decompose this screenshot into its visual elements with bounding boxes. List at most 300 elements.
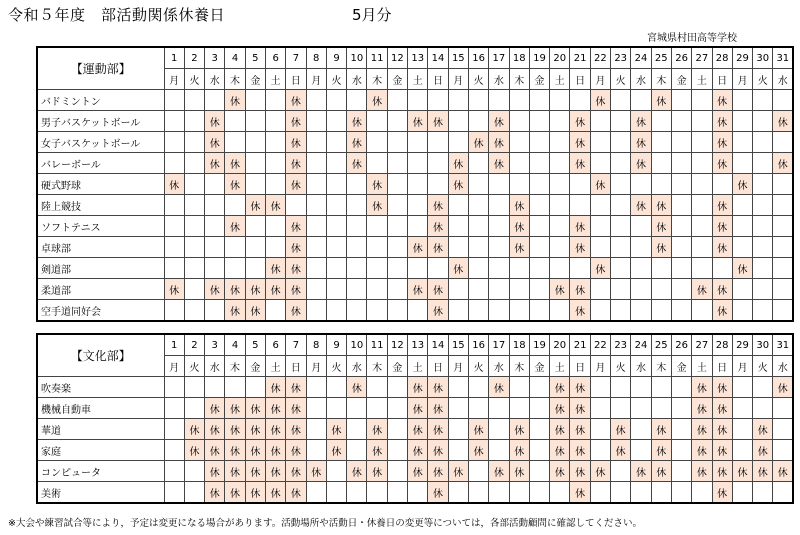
schedule-cell [590, 153, 610, 174]
club-row [37, 258, 793, 279]
schedule-cell [671, 398, 691, 419]
schedule-cell [306, 440, 326, 461]
rest-day-cell: 休 [408, 279, 428, 300]
day-number: 14 [428, 47, 448, 69]
schedule-cell [671, 111, 691, 132]
schedule-cell [671, 216, 691, 237]
schedule-cell [468, 174, 488, 195]
schedule-cell [326, 279, 346, 300]
schedule-cell [611, 216, 631, 237]
schedule-cell [387, 90, 407, 111]
schedule-cell [489, 216, 509, 237]
schedule-cell [448, 440, 468, 461]
schedule-cell [205, 90, 225, 111]
schedule-cell [631, 216, 651, 237]
schedule-cell [570, 195, 590, 216]
rest-day-cell: 休 [570, 132, 590, 153]
rest-day-cell: 休 [205, 398, 225, 419]
rest-day-cell: 休 [184, 440, 204, 461]
rest-day-cell: 休 [265, 461, 285, 482]
schedule-cell [773, 90, 793, 111]
rest-day-cell: 休 [509, 216, 529, 237]
weekday: 金 [529, 69, 549, 90]
rest-day-cell: 休 [428, 461, 448, 482]
rest-day-cell: 休 [205, 153, 225, 174]
schedule-cell [631, 377, 651, 398]
schedule-cell [408, 195, 428, 216]
day-number: 1 [164, 47, 184, 69]
day-number: 1 [164, 334, 184, 356]
schedule-cell [732, 90, 752, 111]
schedule-cell [164, 195, 184, 216]
day-number: 30 [753, 47, 773, 69]
schedule-cell [347, 300, 367, 322]
rest-day-cell: 休 [570, 279, 590, 300]
rest-day-cell: 休 [225, 174, 245, 195]
schedule-cell [428, 174, 448, 195]
schedule-cell [367, 216, 387, 237]
rest-day-cell: 休 [651, 461, 671, 482]
schedule-cell [205, 216, 225, 237]
rest-day-cell: 休 [550, 419, 570, 440]
schedule-cell [692, 174, 712, 195]
schedule-cell [468, 279, 488, 300]
day-number: 2 [184, 47, 204, 69]
rest-day-cell: 休 [286, 398, 306, 419]
schedule-cell [753, 398, 773, 419]
schedule-cell [753, 300, 773, 322]
schedule-cell [732, 111, 752, 132]
club-row [37, 216, 793, 237]
weekday: 土 [692, 69, 712, 90]
schedule-cell [529, 377, 549, 398]
schedule-cell [732, 237, 752, 258]
weekday: 土 [692, 356, 712, 377]
schedule-cell [590, 237, 610, 258]
rest-day-cell: 休 [225, 300, 245, 322]
schedule-cell [631, 258, 651, 279]
schedule-cell [732, 153, 752, 174]
schedule-cell [590, 216, 610, 237]
weekday: 日 [286, 69, 306, 90]
weekday: 金 [245, 356, 265, 377]
schedule-cell [468, 90, 488, 111]
weekday: 月 [590, 356, 610, 377]
rest-day-cell: 休 [408, 461, 428, 482]
schedule-cell [468, 153, 488, 174]
club-row [37, 377, 793, 398]
schedule-cell [651, 482, 671, 504]
rest-day-cell: 休 [590, 461, 610, 482]
day-number: 24 [631, 47, 651, 69]
schedule-cell [184, 258, 204, 279]
schedule-cell [286, 195, 306, 216]
rest-day-cell: 休 [712, 153, 732, 174]
day-number: 14 [428, 334, 448, 356]
day-number: 16 [468, 334, 488, 356]
rest-day-cell: 休 [732, 258, 752, 279]
schedule-cell [631, 174, 651, 195]
rest-day-cell: 休 [509, 237, 529, 258]
schedule-cell [773, 237, 793, 258]
schedule-cell [306, 237, 326, 258]
rest-day-cell: 休 [286, 132, 306, 153]
rest-day-cell: 休 [712, 398, 732, 419]
schedule-cell [428, 90, 448, 111]
schedule-cell [347, 90, 367, 111]
club-name: 柔道部 [37, 279, 164, 300]
schedule-cell [326, 398, 346, 419]
schedule-cell [611, 398, 631, 419]
day-number: 4 [225, 334, 245, 356]
schedule-cell [570, 258, 590, 279]
schedule-cell [448, 377, 468, 398]
rest-day-cell: 休 [367, 419, 387, 440]
schedule-cell [408, 153, 428, 174]
schedule-cell [671, 90, 691, 111]
schedule-cell [631, 440, 651, 461]
club-name: 卓球部 [37, 237, 164, 258]
schedule-cell [326, 132, 346, 153]
schedule-cell [489, 237, 509, 258]
weekday: 火 [468, 356, 488, 377]
rest-day-cell: 休 [428, 300, 448, 322]
culture-club-schedule-table [36, 333, 794, 504]
schedule-cell [326, 195, 346, 216]
schedule-cell [245, 111, 265, 132]
rest-day-cell: 休 [245, 461, 265, 482]
rest-day-cell: 休 [753, 440, 773, 461]
rest-day-cell: 休 [326, 419, 346, 440]
rest-day-cell: 休 [306, 461, 326, 482]
schedule-cell [387, 482, 407, 504]
day-number: 26 [671, 47, 691, 69]
rest-day-cell: 休 [712, 195, 732, 216]
schedule-cell [550, 216, 570, 237]
schedule-cell [651, 377, 671, 398]
weekday: 木 [225, 356, 245, 377]
rest-day-cell: 休 [408, 237, 428, 258]
schedule-cell [509, 300, 529, 322]
schedule-cell [448, 419, 468, 440]
day-number: 27 [692, 47, 712, 69]
rest-day-cell: 休 [265, 258, 285, 279]
schedule-cell [448, 398, 468, 419]
schedule-cell [468, 398, 488, 419]
rest-day-cell: 休 [265, 279, 285, 300]
schedule-cell [205, 258, 225, 279]
rest-day-cell: 休 [732, 461, 752, 482]
day-number: 9 [326, 334, 346, 356]
schedule-cell [753, 377, 773, 398]
schedule-cell [387, 440, 407, 461]
schedule-cell [184, 461, 204, 482]
schedule-cell [265, 132, 285, 153]
rest-day-cell: 休 [448, 461, 468, 482]
schedule-cell [692, 237, 712, 258]
schedule-cell [773, 482, 793, 504]
schedule-cell [265, 237, 285, 258]
schedule-cell [225, 132, 245, 153]
schedule-cell [671, 153, 691, 174]
schedule-cell [326, 111, 346, 132]
schedule-cell [529, 153, 549, 174]
schedule-cell [611, 461, 631, 482]
rest-day-cell: 休 [570, 419, 590, 440]
rest-day-cell: 休 [286, 258, 306, 279]
schedule-cell [651, 279, 671, 300]
rest-day-cell: 休 [428, 279, 448, 300]
schedule-cell [671, 132, 691, 153]
schedule-cell [265, 90, 285, 111]
rest-day-cell: 休 [265, 398, 285, 419]
weekday: 水 [631, 356, 651, 377]
schedule-cell [245, 153, 265, 174]
rest-day-cell: 休 [347, 111, 367, 132]
schedule-cell [225, 377, 245, 398]
school-name: 宮城県村田高等学校 [647, 33, 737, 44]
rest-day-cell: 休 [225, 440, 245, 461]
day-number: 2 [184, 334, 204, 356]
schedule-cell [326, 237, 346, 258]
schedule-cell [184, 237, 204, 258]
schedule-cell [529, 279, 549, 300]
rest-day-cell: 休 [286, 90, 306, 111]
rest-day-cell: 休 [712, 90, 732, 111]
rest-day-cell: 休 [347, 132, 367, 153]
schedule-cell [367, 111, 387, 132]
schedule-cell [611, 279, 631, 300]
club-row [37, 461, 793, 482]
weekday: 木 [651, 356, 671, 377]
day-number: 20 [550, 334, 570, 356]
schedule-cell [428, 132, 448, 153]
schedule-cell [265, 153, 285, 174]
schedule-cell [164, 482, 184, 504]
rest-day-cell: 休 [712, 419, 732, 440]
schedule-cell [753, 237, 773, 258]
rest-day-cell: 休 [245, 398, 265, 419]
schedule-cell [692, 482, 712, 504]
schedule-cell [509, 111, 529, 132]
rest-day-cell: 休 [692, 398, 712, 419]
schedule-cell [245, 258, 265, 279]
rest-day-cell: 休 [631, 195, 651, 216]
schedule-cell [590, 279, 610, 300]
rest-day-cell: 休 [347, 153, 367, 174]
schedule-cell [590, 377, 610, 398]
rest-day-cell: 休 [590, 90, 610, 111]
schedule-cell [306, 419, 326, 440]
schedule-cell [529, 398, 549, 419]
club-name: ソフトテニス [37, 216, 164, 237]
schedule-cell [631, 237, 651, 258]
rest-day-cell: 休 [712, 279, 732, 300]
schedule-cell [773, 216, 793, 237]
schedule-cell [326, 174, 346, 195]
weekday: 木 [651, 69, 671, 90]
weekday: 火 [326, 356, 346, 377]
schedule-cell [773, 300, 793, 322]
day-number: 6 [265, 47, 285, 69]
day-number: 17 [489, 47, 509, 69]
club-row [37, 419, 793, 440]
schedule-cell [550, 90, 570, 111]
schedule-cell [611, 482, 631, 504]
day-number: 12 [387, 47, 407, 69]
weekday: 木 [367, 356, 387, 377]
rest-day-cell: 休 [468, 419, 488, 440]
rest-day-cell: 休 [205, 461, 225, 482]
schedule-cell [367, 398, 387, 419]
club-row [37, 90, 793, 111]
rest-day-cell: 休 [408, 377, 428, 398]
schedule-cell [448, 216, 468, 237]
rest-day-cell: 休 [773, 461, 793, 482]
day-number: 3 [205, 334, 225, 356]
rest-day-cell: 休 [205, 279, 225, 300]
day-number: 7 [286, 334, 306, 356]
weekday: 水 [205, 356, 225, 377]
schedule-cell [164, 419, 184, 440]
weekday: 火 [184, 356, 204, 377]
schedule-cell [205, 377, 225, 398]
schedule-cell [387, 216, 407, 237]
schedule-cell [225, 195, 245, 216]
rest-day-cell: 休 [286, 440, 306, 461]
weekday: 火 [326, 69, 346, 90]
weekday: 木 [367, 69, 387, 90]
weekday: 金 [671, 356, 691, 377]
weekday: 日 [570, 69, 590, 90]
rest-day-cell: 休 [631, 111, 651, 132]
club-name: 陸上競技 [37, 195, 164, 216]
schedule-cell [347, 237, 367, 258]
schedule-cell [732, 195, 752, 216]
page-title: 令和５年度 部活動関係休養日 [8, 6, 226, 24]
schedule-cell [164, 216, 184, 237]
weekday: 日 [286, 356, 306, 377]
schedule-cell [671, 279, 691, 300]
schedule-cell [347, 258, 367, 279]
schedule-cell [550, 132, 570, 153]
schedule-cell [509, 398, 529, 419]
schedule-cell [184, 132, 204, 153]
rest-day-cell: 休 [428, 237, 448, 258]
rest-day-cell: 休 [286, 377, 306, 398]
rest-day-cell: 休 [205, 111, 225, 132]
schedule-cell [590, 132, 610, 153]
rest-day-cell: 休 [570, 377, 590, 398]
rest-day-cell: 休 [225, 279, 245, 300]
schedule-cell [164, 440, 184, 461]
rest-day-cell: 休 [651, 195, 671, 216]
schedule-cell [550, 300, 570, 322]
schedule-cell [326, 377, 346, 398]
schedule-cell [631, 419, 651, 440]
weekday: 金 [245, 69, 265, 90]
schedule-cell [265, 111, 285, 132]
schedule-cell [631, 279, 651, 300]
rest-day-cell: 休 [712, 377, 732, 398]
rest-day-cell: 休 [773, 111, 793, 132]
weekday: 金 [387, 69, 407, 90]
rest-day-cell: 休 [225, 153, 245, 174]
weekday: 土 [408, 69, 428, 90]
schedule-cell [164, 90, 184, 111]
schedule-cell [265, 300, 285, 322]
schedule-cell [347, 482, 367, 504]
schedule-cell [367, 377, 387, 398]
rest-day-cell: 休 [286, 111, 306, 132]
schedule-cell [306, 398, 326, 419]
section-header: 【文化部】 [37, 334, 164, 377]
schedule-cell [468, 195, 488, 216]
schedule-cell [306, 300, 326, 322]
day-number: 5 [245, 334, 265, 356]
schedule-cell [164, 111, 184, 132]
day-number: 25 [651, 47, 671, 69]
schedule-cell [408, 90, 428, 111]
schedule-cell [184, 279, 204, 300]
rest-day-cell: 休 [367, 195, 387, 216]
schedule-cell [692, 300, 712, 322]
rest-day-cell: 休 [428, 216, 448, 237]
rest-day-cell: 休 [712, 216, 732, 237]
rest-day-cell: 休 [732, 174, 752, 195]
club-name: 機械自動車 [37, 398, 164, 419]
rest-day-cell: 休 [205, 482, 225, 504]
schedule-cell [428, 153, 448, 174]
schedule-cell [631, 300, 651, 322]
schedule-cell [590, 111, 610, 132]
schedule-cell [671, 300, 691, 322]
rest-day-cell: 休 [651, 440, 671, 461]
schedule-cell [671, 258, 691, 279]
schedule-cell [671, 377, 691, 398]
schedule-cell [184, 90, 204, 111]
schedule-cell [448, 132, 468, 153]
schedule-cell [631, 398, 651, 419]
schedule-cell [225, 111, 245, 132]
schedule-cell [489, 398, 509, 419]
schedule-cell [225, 258, 245, 279]
weekday: 火 [184, 69, 204, 90]
day-number: 8 [306, 47, 326, 69]
rest-day-cell: 休 [692, 461, 712, 482]
rest-day-cell: 休 [489, 377, 509, 398]
schedule-cell [408, 132, 428, 153]
schedule-cell [184, 153, 204, 174]
rest-day-cell: 休 [712, 440, 732, 461]
schedule-cell [590, 440, 610, 461]
day-number: 31 [773, 47, 793, 69]
schedule-cell [306, 258, 326, 279]
schedule-cell [326, 300, 346, 322]
weekday: 月 [590, 69, 610, 90]
rest-day-cell: 休 [570, 216, 590, 237]
schedule-cell [347, 440, 367, 461]
schedule-cell [509, 279, 529, 300]
rest-day-cell: 休 [245, 419, 265, 440]
club-row [37, 482, 793, 504]
schedule-cell [387, 398, 407, 419]
schedule-cell [753, 90, 773, 111]
schedule-cell [164, 258, 184, 279]
rest-day-cell: 休 [286, 461, 306, 482]
schedule-cell [428, 258, 448, 279]
rest-day-cell: 休 [590, 174, 610, 195]
